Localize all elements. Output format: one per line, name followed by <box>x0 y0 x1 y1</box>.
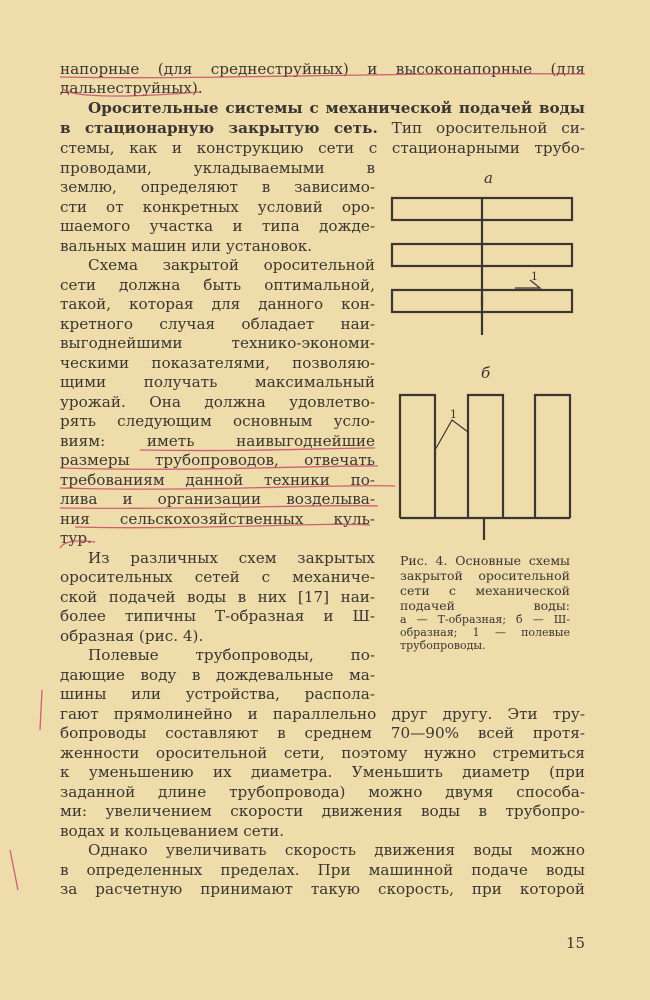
text-line: ческими показателями, позволяю- <box>60 354 375 372</box>
text-line: щими получать максимальный <box>60 373 375 391</box>
text-line: бопроводы составляют в среднем 70—90% всей протя- <box>60 724 585 742</box>
text-span: Тип оросительной си- <box>377 119 585 137</box>
text-line: виям: иметь наивыгоднейшие <box>60 432 375 450</box>
text-line: Однако увеличивать скорость движения воды можно <box>88 841 585 859</box>
text-line: дальнеструйных). <box>60 79 203 97</box>
text-line: Оросительные системы с механической подачей воды <box>88 99 585 117</box>
label-1-a: 1 <box>531 270 538 283</box>
text-line: водах и кольцеванием сети. <box>60 822 285 840</box>
text-line: оросительных сетей с механиче- <box>60 568 375 586</box>
text-line: гают прямолинейно и параллельно друг другу. Эти тру- <box>60 705 585 723</box>
text-line: такой, которая для данного кон- <box>60 295 375 313</box>
text-line: дающие воду в дождевальные ма- <box>60 666 375 684</box>
text-line: проводами, укладываемыми в <box>60 159 375 177</box>
text-line: в определенных пределах. При машинной подаче воды <box>60 861 585 879</box>
text-line: стемы, как и конструкцию сети с стационарными трубо- <box>60 139 585 157</box>
text-line: к уменьшению их диаметра. Уменьшить диаметр (при <box>60 763 585 781</box>
text-line: шины или устройства, распола- <box>60 685 375 703</box>
caption-title: Рис. 4. Основные схемы закрытой оросительной сети с механической подачей воды: <box>400 553 570 613</box>
text-line: землю, определяют в зависимо- <box>60 178 375 196</box>
text-line: Полевые трубопроводы, по- <box>88 646 375 664</box>
figure-caption <box>400 553 570 652</box>
text-line: напорные (для среднеструйных) и высоконапорные (для <box>60 60 585 78</box>
figure-label-b: б <box>481 364 491 382</box>
text-line: вальных машин или установок. <box>60 237 313 255</box>
text-line: за расчетную принимают такую скорость, при которой <box>60 880 585 898</box>
text-line: требованиям данной техники по- <box>60 471 375 489</box>
text-line: ния сельскохозяйственных куль- <box>60 510 375 528</box>
label-1-b: 1 <box>450 408 457 421</box>
text-line: тур. <box>60 529 92 547</box>
bold-heading-end: в стационарную закрытую сеть. <box>60 119 378 137</box>
text-line: заданной длине трубопровода) можно двумя способа- <box>60 783 585 801</box>
figure-label-a: а <box>484 169 493 187</box>
text-line: женности оросительной сети, поэтому нужно стремиться <box>60 744 585 762</box>
text-line: выгоднейшими технико-экономи- <box>60 334 375 352</box>
text-line: Из различных схем закрытых <box>88 549 375 567</box>
text-line: лива и организации возделыва- <box>60 490 375 508</box>
text-line: образная (рис. 4). <box>60 627 204 645</box>
text-line: более типичны Т-образная и Ш- <box>60 607 375 625</box>
text-line: рять следующим основным усло- <box>60 412 375 430</box>
text-line: размеры трубопроводов, отвечать <box>60 451 375 469</box>
page-number: 15 <box>566 934 586 952</box>
text-line: ми: увеличением скорости движения воды в трубопро- <box>60 802 585 820</box>
caption-legend: а — Т-образная; б — Ш-образная; 1 — полевые трубопроводы. <box>400 613 570 652</box>
text-line: ской подачей воды в них [17] наи- <box>60 588 375 606</box>
text-line: шаемого участка и типа дожде- <box>60 217 375 235</box>
text-line: Схема закрытой оросительной <box>88 256 375 274</box>
text-line: кретного случая обладает наи- <box>60 315 375 333</box>
text-line: сети должна быть оптимальной, <box>60 276 375 294</box>
text-line: урожай. Она должна удовлетво- <box>60 393 375 411</box>
pen-underlines <box>10 74 585 890</box>
text-line: сти от конкретных условий оро- <box>60 198 375 216</box>
